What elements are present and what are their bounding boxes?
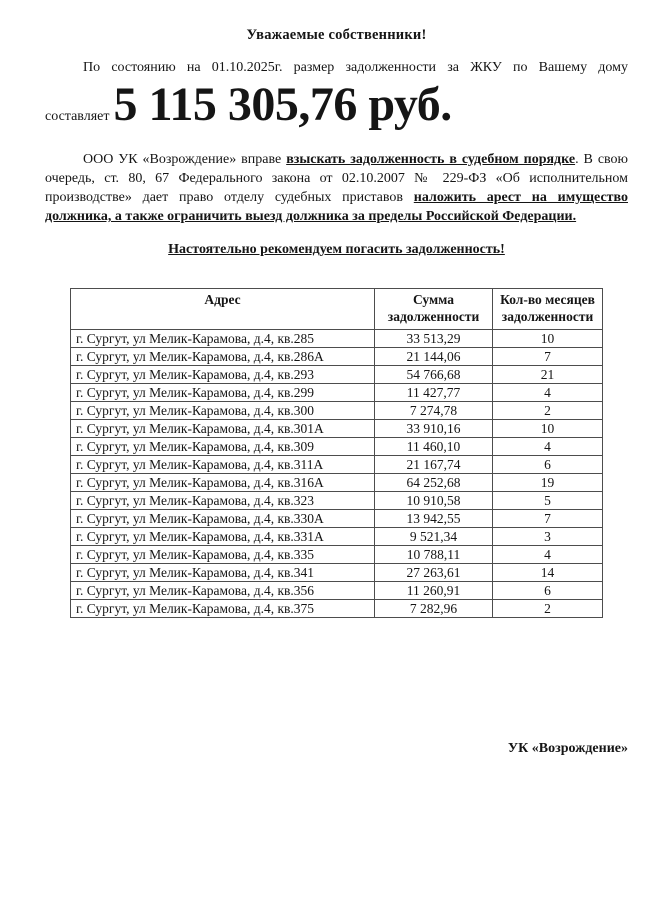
cell-months: 7 [493, 510, 603, 528]
table-row [71, 384, 603, 402]
cell-amount: 27 263,61 [375, 564, 493, 582]
table-row [71, 600, 603, 618]
cell-address: г. Сургут, ул Мелик-Карамова, д.4, кв.335 [71, 546, 375, 564]
table-row [71, 456, 603, 474]
table-row [71, 546, 603, 564]
column-header-address: Адрес [71, 289, 375, 330]
cell-address: г. Сургут, ул Мелик-Карамова, д.4, кв.309 [71, 438, 375, 456]
cell-amount: 64 252,68 [375, 474, 493, 492]
cell-amount: 33 910,16 [375, 420, 493, 438]
signature: УК «Возрождение» [507, 741, 628, 756]
cell-months: 19 [493, 474, 603, 492]
cell-address: г. Сургут, ул Мелик-Карамова, д.4, кв.293 [71, 366, 375, 384]
cell-address: г. Сургут, ул Мелик-Карамова, д.4, кв.316А [71, 474, 375, 492]
cell-address: г. Сургут, ул Мелик-Карамова, д.4, кв.299 [71, 384, 375, 402]
table-row [71, 438, 603, 456]
cell-months: 5 [493, 492, 603, 510]
table-row [71, 420, 603, 438]
cell-months: 6 [493, 456, 603, 474]
cell-amount: 7 274,78 [375, 402, 493, 420]
cell-amount: 33 513,29 [375, 330, 493, 348]
cell-months: 7 [493, 348, 603, 366]
table-row [71, 510, 603, 528]
legal-segment-3: . В свою очередь, ст. 80, 67 Федерального закона от 02.10.2007 № 229-ФЗ «Об исполнительном производстве» дает право отделу судебных приставов [45, 152, 629, 205]
cell-amount: 13 942,55 [375, 510, 493, 528]
cell-months: 21 [493, 366, 603, 384]
cell-months: 14 [493, 564, 603, 582]
cell-amount: 10 910,58 [375, 492, 493, 510]
cell-address: г. Сургут, ул Мелик-Карамова, д.4, кв.286А [71, 348, 375, 366]
legal-paragraph [45, 150, 628, 226]
intro-paragraph: По состоянию на 01.10.2025г. размер задолженности за ЖКУ по Вашему дому [83, 60, 628, 75]
table-row [71, 564, 603, 582]
legal-segment-2-emphasis: взыскать задолженность в судебном порядке [286, 152, 576, 167]
table-row [71, 492, 603, 510]
cell-address: г. Сургут, ул Мелик-Карамова, д.4, кв.331А [71, 528, 375, 546]
cell-months: 10 [493, 330, 603, 348]
cell-amount: 54 766,68 [375, 366, 493, 384]
table-row [71, 474, 603, 492]
table-row [71, 582, 603, 600]
cell-amount: 7 282,96 [375, 600, 493, 618]
cell-address: г. Сургут, ул Мелик-Карамова, д.4, кв.285 [71, 330, 375, 348]
legal-segment-1: ООО УК «Возрождение» вправе [83, 152, 287, 167]
table-row [71, 366, 603, 384]
cell-amount: 9 521,34 [375, 528, 493, 546]
table-row [71, 348, 603, 366]
cell-months: 4 [493, 546, 603, 564]
cell-amount: 10 788,11 [375, 546, 493, 564]
cell-months: 10 [493, 420, 603, 438]
cell-months: 4 [493, 438, 603, 456]
cell-address: г. Сургут, ул Мелик-Карамова, д.4, кв.301А [71, 420, 375, 438]
cell-address: г. Сургут, ул Мелик-Карамова, д.4, кв.300 [71, 402, 375, 420]
header-row [71, 289, 603, 330]
cell-address: г. Сургут, ул Мелик-Карамова, д.4, кв.375 [71, 600, 375, 618]
cell-amount: 21 144,06 [375, 348, 493, 366]
cell-months: 6 [493, 582, 603, 600]
column-header-months: Кол-во месяцев задолженности [493, 289, 603, 330]
table-row [71, 528, 603, 546]
debt-table-body [71, 330, 603, 618]
cell-amount: 11 427,77 [375, 384, 493, 402]
table-row [71, 330, 603, 348]
notice-title: Уважаемые собственники! [246, 27, 427, 43]
debt-amount-line [45, 79, 628, 143]
cell-address: г. Сургут, ул Мелик-Карамова, д.4, кв.330А [71, 510, 375, 528]
cell-address: г. Сургут, ул Мелик-Карамова, д.4, кв.323 [71, 492, 375, 510]
cell-address: г. Сургут, ул Мелик-Карамова, д.4, кв.311А [71, 456, 375, 474]
cell-address: г. Сургут, ул Мелик-Карамова, д.4, кв.356 [71, 582, 375, 600]
cell-months: 2 [493, 402, 603, 420]
debt-table-header [71, 289, 603, 330]
cell-months: 4 [493, 384, 603, 402]
cell-amount: 21 167,74 [375, 456, 493, 474]
recommendation-heading: Настоятельно рекомендуем погасить задолженность! [168, 242, 505, 257]
legal-segment-4-emphasis: наложить арест на имущество должника, а также ограничить выезд должника за пределы Российской Федерации. [45, 190, 628, 224]
table-row [71, 402, 603, 420]
debt-table [70, 288, 603, 618]
debt-amount: 5 115 305,76 руб. [113, 78, 452, 131]
amount-prefix: составляет [45, 109, 110, 124]
cell-amount: 11 460,10 [375, 438, 493, 456]
column-header-amount: Сумма задолженности [375, 289, 493, 330]
cell-address: г. Сургут, ул Мелик-Карамова, д.4, кв.341 [71, 564, 375, 582]
cell-amount: 11 260,91 [375, 582, 493, 600]
cell-months: 3 [493, 528, 603, 546]
cell-months: 2 [493, 600, 603, 618]
